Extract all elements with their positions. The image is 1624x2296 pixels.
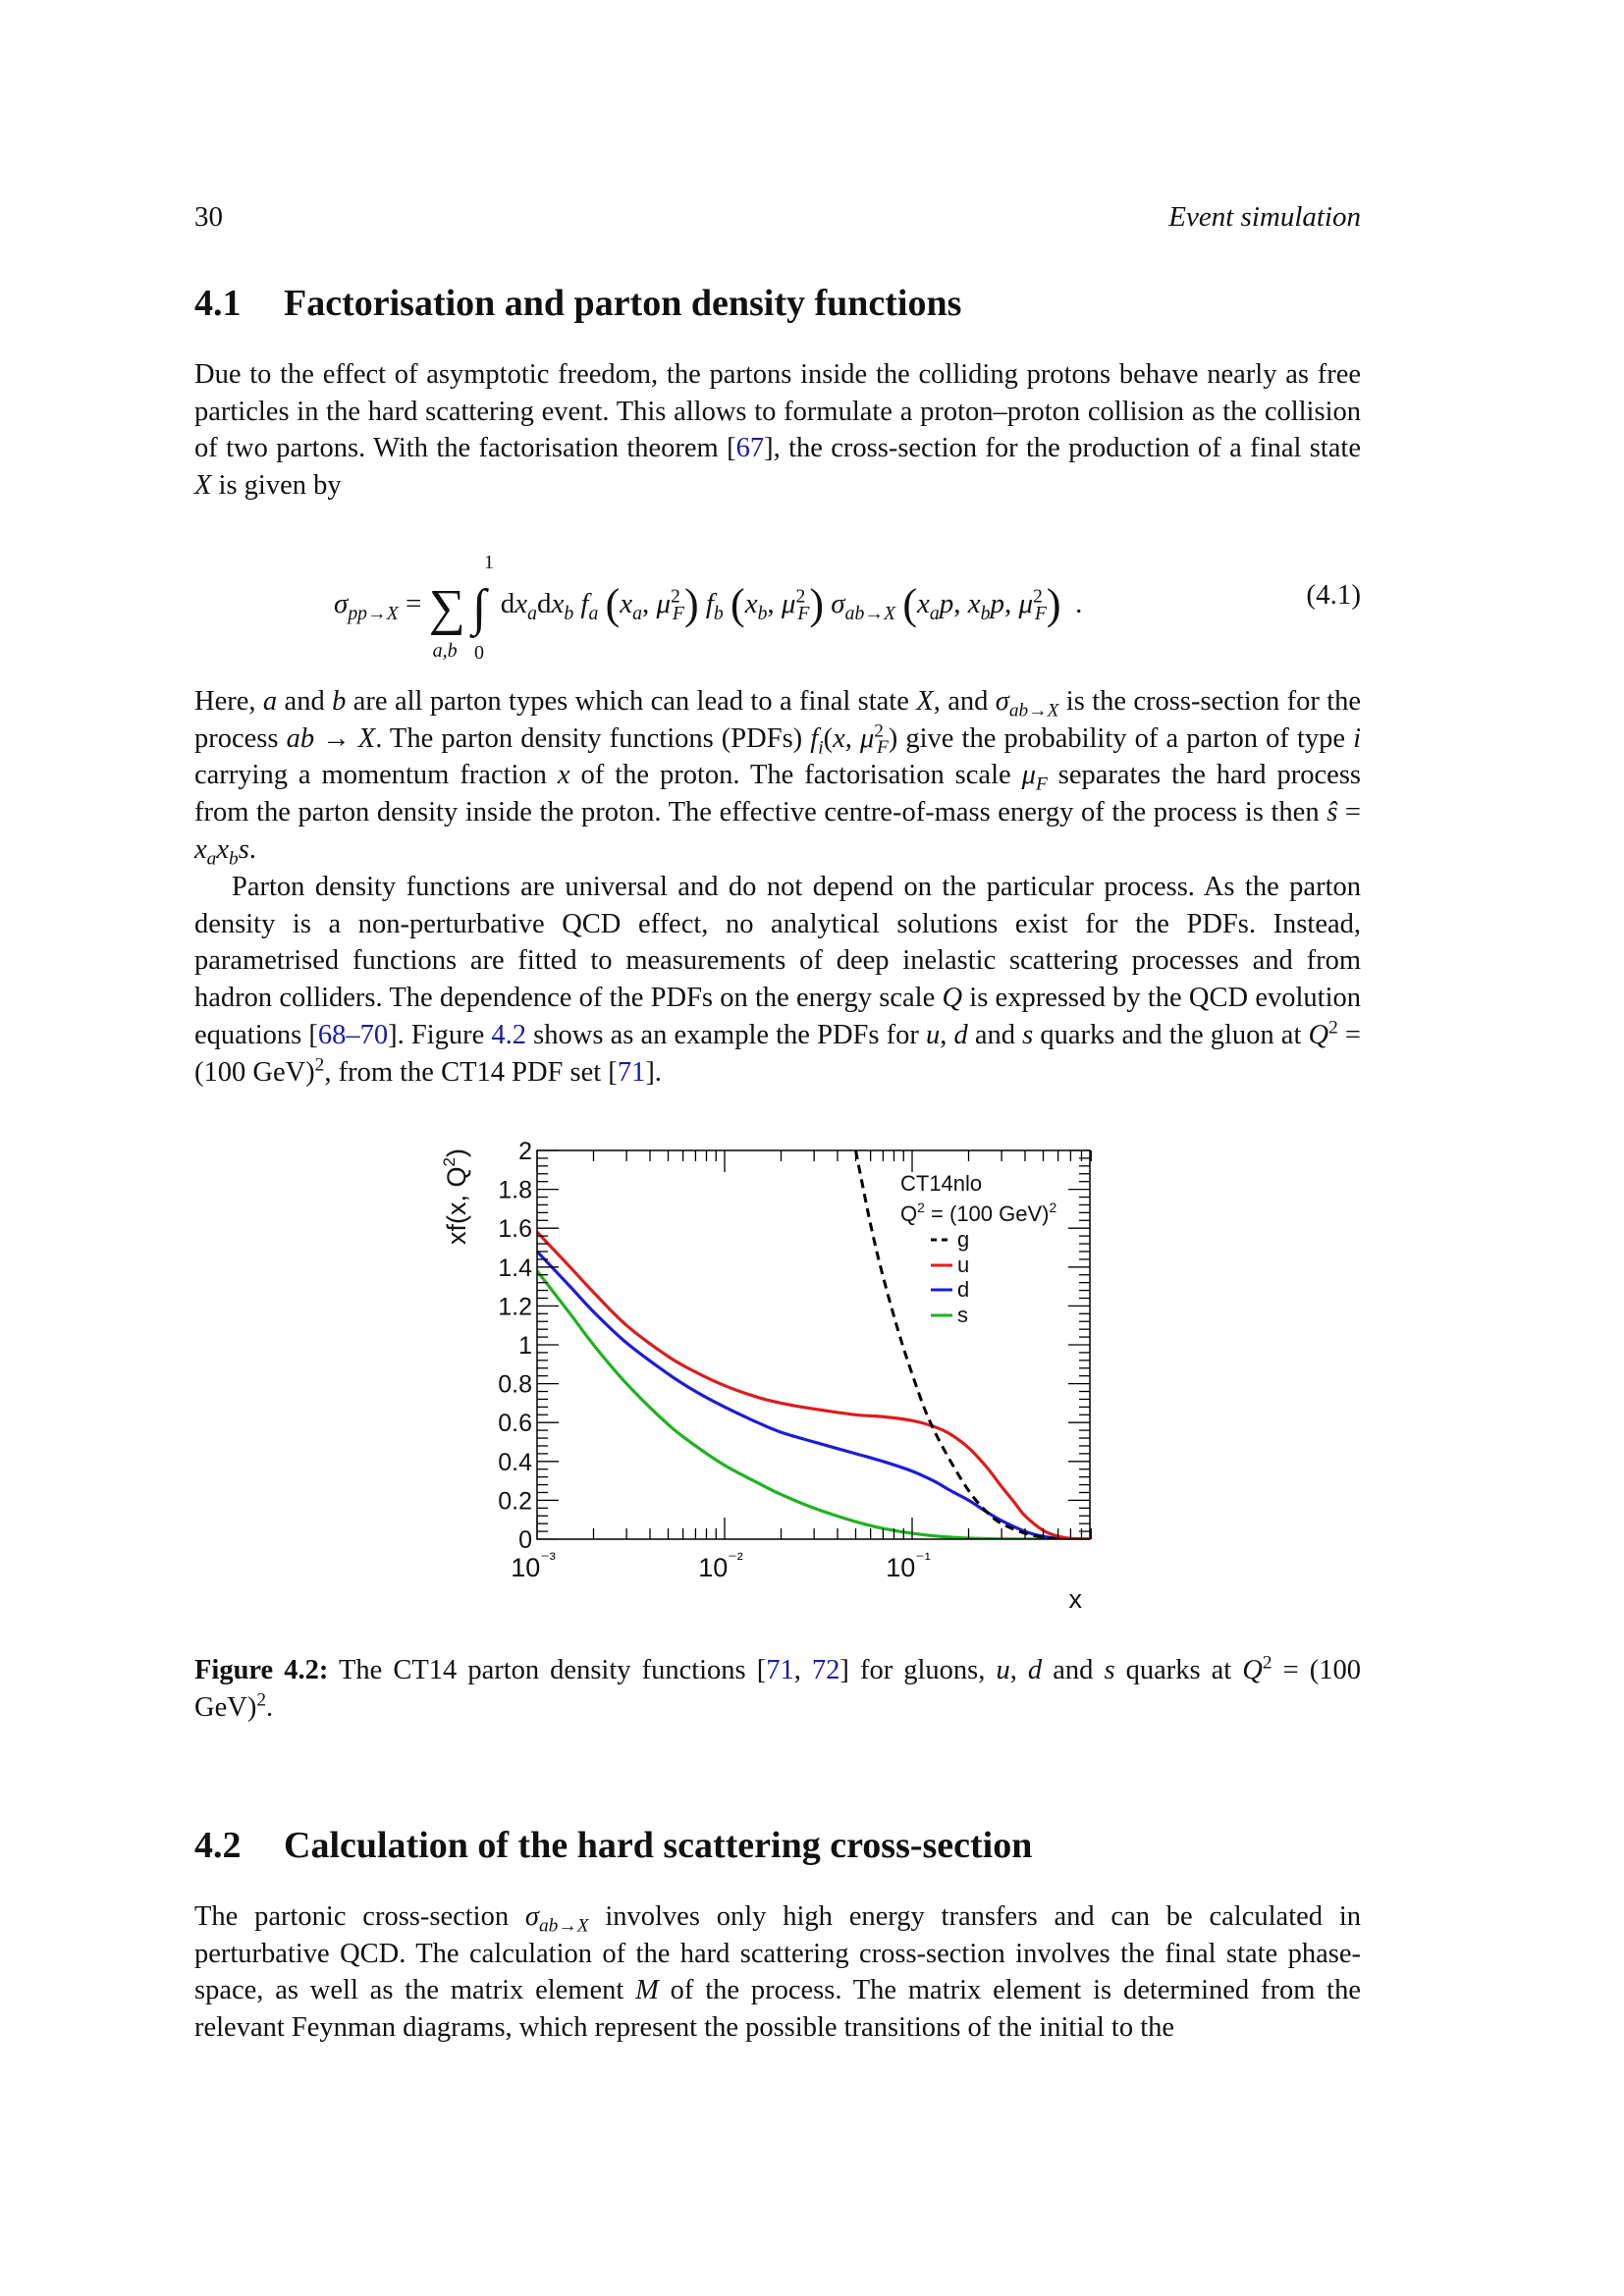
sum-symbol: ∑: [428, 580, 465, 636]
y-tick-label: 0.8: [498, 1370, 532, 1399]
equation-number: (4.1): [1306, 579, 1361, 611]
x-tick-label: $10^{^{-1}}$: [886, 1549, 931, 1582]
text: of the process. The matrix element is determined from the relevant Feynman diagrams, which represent the possible transitions of the initial to the: [194, 1975, 1361, 2044]
citation-link[interactable]: 71: [617, 1056, 646, 1088]
text: Due to the effect of asymptotic freedom, the partons inside the colliding protons behave nearly as free particles in the hard scattering event. This allows to formulate a proton–proton collision as the collision of two partons. With the factorisation theorem [: [194, 359, 1361, 464]
section-number: 4.2: [194, 1825, 242, 1866]
legend-subtitle: $Q^2 = (100$ GeV)$^2$: [900, 1200, 1057, 1226]
y-tick-label: 1.8: [498, 1176, 532, 1204]
integral-lower-limit: 0: [473, 642, 484, 664]
chapter-running-title: Event simulation: [1168, 201, 1361, 233]
legend-label-g: g: [957, 1227, 970, 1252]
y-tick-label: 0.6: [498, 1410, 532, 1438]
text: ]. Figure: [388, 1019, 492, 1050]
text: .: [266, 1691, 274, 1723]
text: ].: [645, 1056, 662, 1088]
y-axis-label: xf(x, $Q^2$): [440, 1148, 471, 1245]
paragraph-pdf-definition: Here, a and b are all parton types which can lead to a final state X, and $\sigma_{ab\to X}$ is the cross-section for the process ab → X. The parton density functions (PDFs) $f_i(x$, $\mu^2_F$) give the probability of a parton of type i carrying a momentum fraction x of the proton. The factorisation scale $\mu_F$ separates the hard process from the parton density inside the proton. The effective centre-of-mass energy of the process is then ŝ = $x_ax_bs$.: [194, 686, 1362, 870]
text: Parton density functions are universal and do not depend on the particular process. As the parton density is a non-perturbative QCD effect, no analytical solutions exist for the PDFs. Instead, parametrised functions are fitted to measurements of deep inelastic scattering processes and from hadron colliders. The dependence of the PDFs on the energy scale: [194, 872, 1361, 1014]
text: , from the CT14 PDF set [: [324, 1056, 618, 1088]
y-tick-label: 1.4: [498, 1254, 532, 1282]
legend-label-u: u: [957, 1253, 970, 1277]
text: involves only high energy transfers and can be calculated in perturbative QCD. The calculation of the hard scattering cross-section involves the final state phase-space, as well as the matrix element: [194, 1901, 1361, 2006]
figure-caption: Figure 4.2: The CT14 parton density functions [71, 72] for gluons, u, d and s quarks at $Q^2 = (100$ GeV)$^2$.: [194, 1652, 1362, 1723]
text: quarks at: [1114, 1655, 1243, 1685]
section-title: Calculation of the hard scattering cross-section: [284, 1825, 1033, 1866]
y-tick-label: 0.2: [498, 1487, 532, 1516]
figure-ref-link[interactable]: 4.2: [491, 1019, 527, 1050]
text: is expressed by the QCD evolution equations [: [194, 983, 1361, 1050]
math-var: X: [194, 470, 212, 502]
text: = (100 GeV): [194, 1655, 1362, 1723]
series-u-curve: [537, 1232, 1091, 1539]
y-tick-label: 0: [518, 1526, 532, 1554]
paragraph-hard-scattering: The partonic cross-section $\sigma_{ab\to X}$ involves only high energy transfers and can be calculated in perturbative QCD. The calculation of the hard scattering cross-section involves the final state phase-space, as well as the matrix element M of the process. The matrix element is determined from the relevant Feynman diagrams, which represent the possible transitions of the initial to the: [194, 1901, 1361, 2044]
citation-link[interactable]: 67: [735, 433, 765, 464]
text: ] for gluons,: [839, 1655, 997, 1685]
y-tick-label: 2: [518, 1138, 532, 1165]
text: quarks and the gluon at: [1033, 1019, 1309, 1050]
citation-link[interactable]: 72: [811, 1655, 840, 1685]
x-axis-label: x: [1068, 1584, 1082, 1614]
text: shows as an example the PDFs for: [526, 1019, 926, 1050]
text: ], the cross-section for the production of a final state: [764, 433, 1362, 464]
citation-link[interactable]: 71: [766, 1655, 794, 1685]
text: is given by: [211, 470, 342, 502]
chart-legend: [900, 1171, 1057, 1327]
integrand: $dx_adx_b$ $f_a$ ($x_a$, $\mu^2_F$) $f_b$ ($x_b$, $\mu^2_F$) $\sigma_{ab\to X}$ ($x_ap$, $x_bp$, $\mu^2_F$) .: [493, 580, 1083, 628]
subscript: pp→X: [348, 602, 399, 624]
x-tick-label: $10^{^{-2}}$: [698, 1549, 743, 1582]
legend-title: CT14nlo: [900, 1171, 983, 1196]
integral-upper-limit: 1: [483, 552, 494, 573]
legend-label-s: s: [957, 1303, 968, 1327]
series-s-curve: [537, 1271, 1091, 1539]
page-number: 30: [194, 201, 223, 233]
sum-limits: a,b: [432, 640, 458, 662]
sigma-symbol: σ: [334, 588, 349, 619]
section-heading-4-2: [194, 1824, 1032, 1867]
y-tick-label: 1.6: [498, 1215, 532, 1244]
integral-symbol: ∫: [471, 580, 487, 636]
y-tick-label: 1: [518, 1332, 532, 1360]
citation-link[interactable]: 68–70: [317, 1019, 389, 1050]
x-tick-label: $10^{^{-3}}$: [511, 1549, 556, 1582]
equals: =: [398, 588, 429, 619]
y-tick-label: 1.2: [498, 1293, 532, 1321]
caption-label: Figure 4.2:: [194, 1655, 329, 1685]
math-var: Q: [942, 983, 963, 1014]
text: The CT14 parton density functions [: [328, 1655, 767, 1685]
y-tick-label: 0.4: [498, 1448, 532, 1476]
text: = (100 GeV): [194, 1019, 1362, 1088]
section-title: Factorisation and parton density functions: [284, 283, 962, 324]
legend-label-d: d: [957, 1277, 970, 1302]
section-number: 4.1: [194, 283, 242, 324]
paragraph-pdf-evolution: Parton density functions are universal and do not depend on the particular process. As the parton density is a non-perturbative QCD effect, no analytical solutions exist for the PDFs. Instead, parametrised functions are fitted to measurements of deep inelastic scattering processes and from hadron colliders. The dependence of the PDFs on the energy scale Q is expressed by the QCD evolution equations [68–70]. Figure 4.2 shows as an example the PDFs for u, d and s quarks and the gluon at $Q^2 = (100$ GeV)$^2$, from the CT14 PDF set [71].: [194, 872, 1362, 1088]
